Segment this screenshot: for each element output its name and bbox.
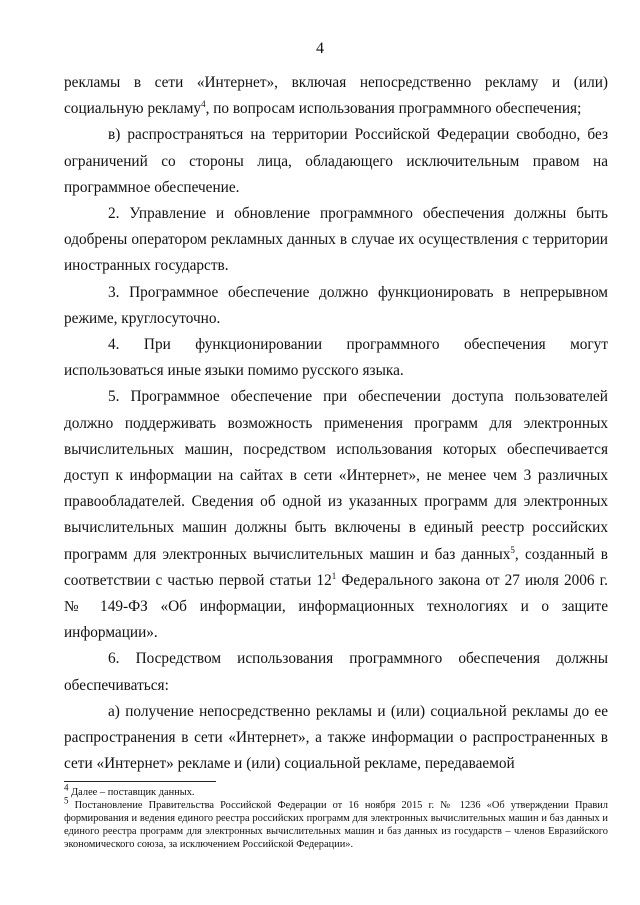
- paragraph-text: Федерального закона от 27 июля 2006 г. № 149-ФЗ «Об информации, информационных технологиях и о защите информации».: [64, 571, 608, 642]
- paragraph-text: рекламы в сети «Интернет», включая непосредственно рекламу и (или) социальную: [64, 74, 608, 118]
- footnote-divider: [64, 781, 216, 782]
- paragraph-5: [64, 384, 608, 646]
- paragraph-text: , по вопросам использования программного обеспечения;: [205, 100, 582, 118]
- footnote-4: [64, 782, 608, 799]
- footnote-ref-4: 4: [201, 99, 206, 110]
- paragraph-text: рекламу: [147, 100, 202, 118]
- paragraph-4: 4. При функционировании программного обеспечения могут использоваться иные языки помимо русского языка.: [64, 336, 608, 380]
- footnote-5: [64, 795, 608, 851]
- footnote-text: Далее – поставщик данных.: [68, 787, 195, 798]
- paragraph-3: 3. Программное обеспечение должно функционировать в непрерывном режиме, круглосуточно.: [64, 283, 608, 327]
- page-number: 4: [316, 40, 324, 57]
- paragraph-text: , созданный в соответствии с частью первой статьи 12: [64, 545, 609, 589]
- paragraph-2: 2. Управление и обновление программного обеспечения должны быть одобрены оператором рекламных данных в случае их осуществления с территории иностранных государств.: [64, 205, 608, 275]
- paragraph-6: 6. Посредством использования программного обеспечения должны обеспечиваться:: [64, 650, 608, 694]
- footnote-number: 5: [64, 795, 69, 806]
- footnotes: [64, 782, 608, 851]
- article-superscript: 1: [331, 570, 337, 581]
- footnote-text: Постановление Правительства Российской Федерации от 16 ноября 2015 г. № 1236 «Об утверждении Правил формирования и ведения единого реестра российских программ для электронных вычислительных машин и баз данных и единого реестра программ для электронных вычислительных машин и баз данных из государств – членов Евразийского экономического союза, за исключением Российской Федерации».: [64, 800, 608, 850]
- body-text: [64, 70, 608, 777]
- paragraph-continuation: [64, 70, 608, 122]
- footnote-number: 4: [64, 782, 69, 793]
- paragraph-text: 5. Программное обеспечение при обеспечении доступа пользователей должно поддерживать возможность применения программ для электронных вычислительных машин, посредством использования которых обеспечивается доступ к информации на сайтах в сети «Интернет», не менее чем 3 различных правообладателей. Сведения об одной из указанных программ для электронных вычислительных машин должны быть включены в единый реестр российских программ для электронных вычислительных машин и баз данных: [64, 388, 608, 563]
- paragraph-a: а) получение непосредственно рекламы и (или) социальной рекламы до ее распространения в сети «Интернет», а также информации о распространенных в сети «Интернет» рекламе и (или) социальной рекламе, передаваемой: [64, 702, 608, 773]
- paragraph-v: в) распространяться на территории Российской Федерации свободно, без ограничений со стороны лица, обладающего исключительным правом на программное обеспечение.: [64, 126, 608, 196]
- footnote-ref-5: 5: [510, 544, 515, 555]
